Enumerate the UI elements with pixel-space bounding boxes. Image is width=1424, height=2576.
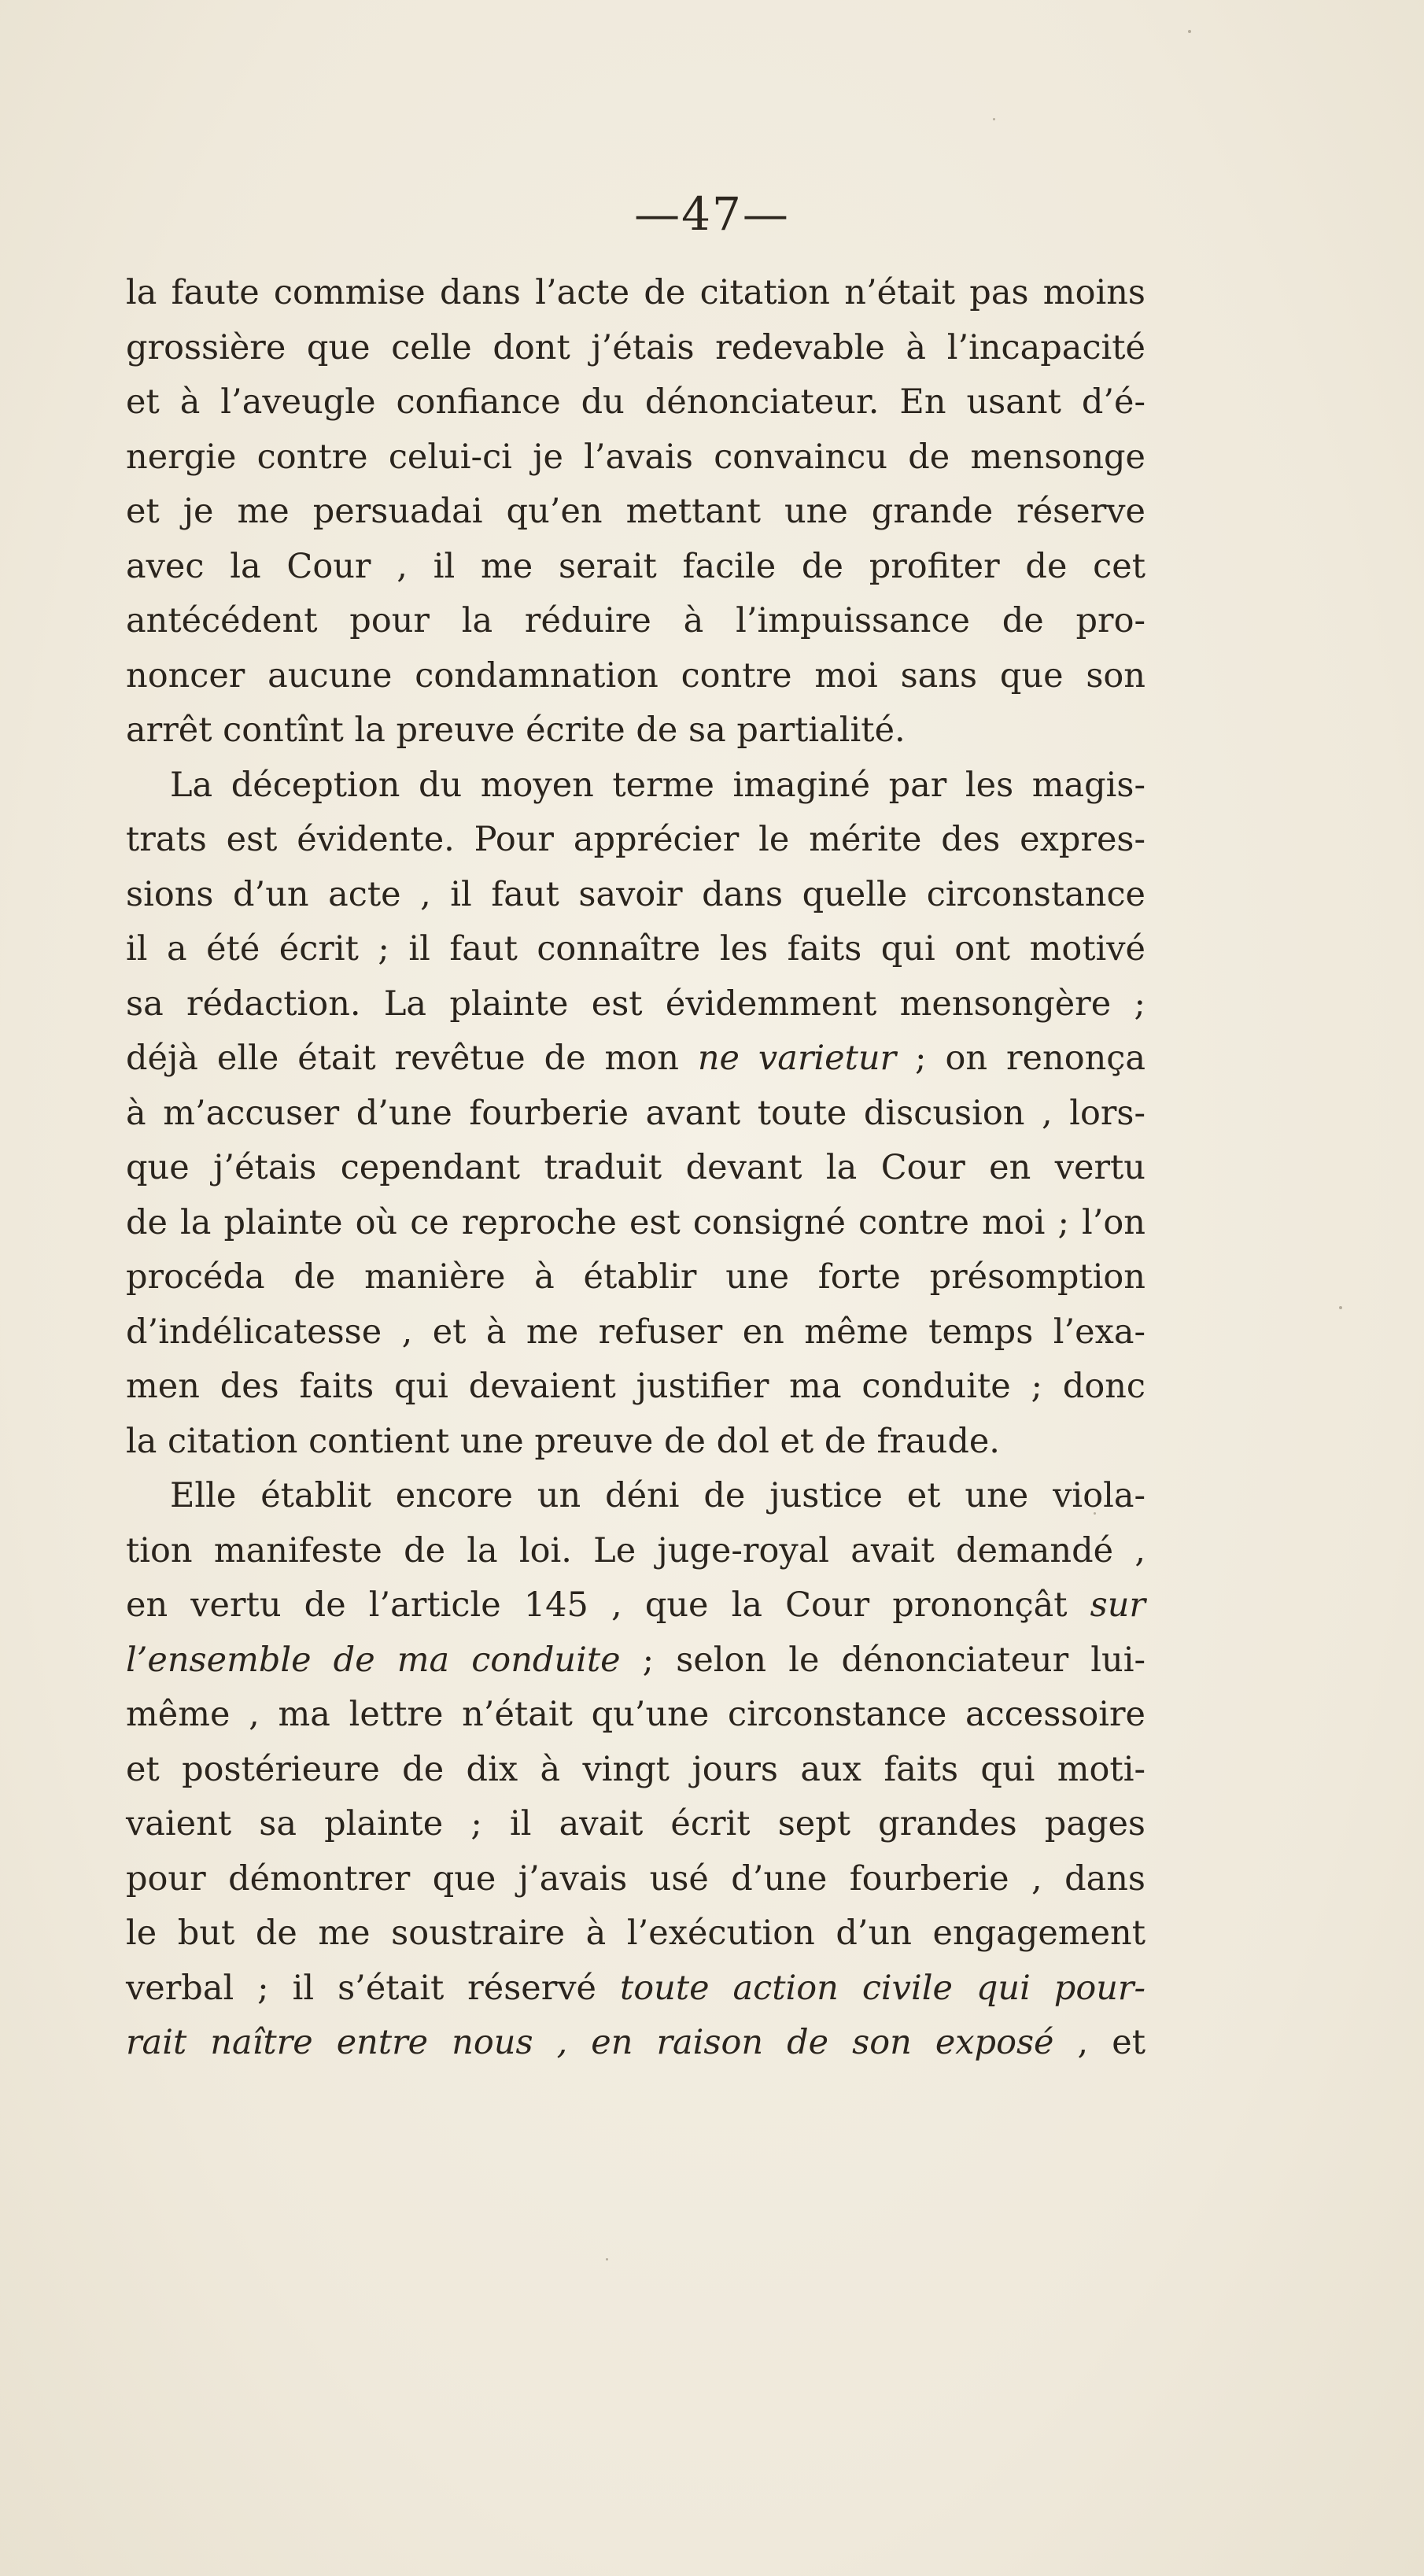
text-line-content: de la plainte où ce reproche est consigné contre moi ; l’on	[126, 1202, 1145, 1242]
paper-speck	[606, 2258, 608, 2260]
text-line	[126, 1852, 1145, 1907]
text-line	[126, 868, 1145, 923]
text-line	[126, 703, 1145, 758]
text-line-content: avec la Cour , il me serait facile de profiter de cet	[126, 546, 1145, 586]
text-line	[126, 2016, 1145, 2071]
text-line	[126, 430, 1145, 485]
text-line-content: , et	[1053, 2023, 1146, 2062]
text-line-content: antécédent pour la réduire à l’impuissance de pro-	[126, 601, 1145, 640]
text-line-content: la citation contient une preuve de dol et de fraude.	[126, 1421, 1000, 1461]
text-line	[126, 375, 1145, 430]
text-line-content: ; selon le dénonciateur lui-	[620, 1640, 1145, 1680]
text-line-content: Elle établit encore un déni de justice et une viola-	[170, 1476, 1145, 1515]
text-line	[126, 540, 1145, 595]
text-line-content: procéda de manière à établir une forte présomption	[126, 1257, 1145, 1297]
text-line	[126, 266, 1145, 321]
italic-phrase: l’ensemble de ma conduite	[126, 1640, 621, 1680]
text-line-content: nergie contre celui-ci je l’avais convaincu de mensonge	[126, 437, 1145, 477]
italic-phrase: ne varietur	[697, 1039, 897, 1078]
text-line-content: trats est évidente. Pour apprécier le mérite des expres-	[126, 820, 1145, 859]
text-line	[126, 758, 1145, 814]
text-line-content: et à l’aveugle confiance du dénonciateur. En usant d’é-	[126, 382, 1145, 422]
text-line	[126, 594, 1145, 649]
text-line	[126, 321, 1145, 376]
text-line	[126, 1032, 1145, 1087]
paper-speck	[1188, 30, 1191, 33]
text-line-content: ; on renonça	[896, 1039, 1145, 1078]
text-line	[126, 1415, 1145, 1470]
text-line	[126, 1250, 1145, 1305]
text-line	[126, 1633, 1145, 1688]
text-line-content: que j’étais cependant traduit devant la Cour en vertu	[126, 1148, 1145, 1187]
text-line	[126, 977, 1145, 1032]
text-line	[126, 922, 1145, 977]
text-line-content: sions d’un acte , il faut savoir dans quelle circonstance	[126, 874, 1145, 914]
text-line-content: sa rédaction. La plainte est évidemment mensongère ;	[126, 984, 1145, 1024]
text-line-content: il a été écrit ; il faut connaître les faits qui ont motivé	[126, 929, 1145, 969]
text-line	[126, 1743, 1145, 1798]
text-line-content: à m’accuser d’une fourberie avant toute discusion , lors-	[126, 1093, 1145, 1133]
text-line	[126, 1360, 1145, 1415]
text-line	[126, 1087, 1145, 1142]
text-line-content: vaient sa plainte ; il avait écrit sept grandes pages	[126, 1804, 1145, 1843]
text-line	[126, 1797, 1145, 1852]
text-line	[126, 1196, 1145, 1251]
text-line-content: et je me persuadai qu’en mettant une grande réserve	[126, 492, 1145, 531]
page-number: —47—	[634, 187, 790, 241]
text-line	[126, 813, 1145, 868]
text-line-content: La déception du moyen terme imaginé par les magis-	[170, 765, 1145, 805]
text-line	[126, 1906, 1145, 1962]
text-line	[126, 1688, 1145, 1743]
body-text	[126, 266, 1145, 2071]
text-line	[126, 1578, 1145, 1633]
text-line	[126, 1469, 1145, 1524]
text-line	[126, 649, 1145, 704]
text-line-content: verbal ; il s’était réservé	[126, 1968, 620, 2008]
text-line-content: la faute commise dans l’acte de citation n’était pas moins	[126, 273, 1145, 312]
text-line-content: et postérieure de dix à vingt jours aux faits qui moti-	[126, 1749, 1145, 1789]
text-line-content: noncer aucune condamnation contre moi sans que son	[126, 655, 1145, 696]
text-line-content: arrêt contînt la preuve écrite de sa partialité.	[126, 710, 906, 750]
paper-speck	[1339, 1306, 1342, 1309]
text-line-content: men des faits qui devaient justifier ma conduite ; donc	[126, 1367, 1145, 1406]
text-line-content: grossière que celle dont j’étais redevable à l’incapacité	[126, 327, 1145, 367]
text-line-content: d’indélicatesse , et à me refuser en même temps l’exa-	[126, 1312, 1145, 1352]
paper-speck	[993, 118, 995, 120]
italic-phrase: sur	[1090, 1585, 1145, 1625]
text-line	[126, 1524, 1145, 1579]
text-line-content: en vertu de l’article 145 , que la Cour prononçât	[126, 1585, 1090, 1625]
text-line	[126, 1962, 1145, 2017]
italic-phrase: toute action civile qui pour-	[619, 1968, 1145, 2008]
text-line-content: le but de me soustraire à l’exécution d’un engagement	[126, 1914, 1145, 1953]
text-line-content: pour démontrer que j’avais usé d’une fourberie , dans	[126, 1858, 1145, 1899]
text-line	[126, 1141, 1145, 1196]
text-line-content: même , ma lettre n’était qu’une circonstance accessoire	[126, 1695, 1145, 1734]
text-line-content: tion manifeste de la loi. Le juge-royal avait demandé ,	[126, 1530, 1145, 1570]
text-line	[126, 485, 1145, 540]
text-line	[126, 1305, 1145, 1360]
italic-phrase: rait naître entre nous , en raison de son exposé	[126, 2023, 1054, 2062]
text-line-content: déjà elle était revêtue de mon	[126, 1039, 698, 1078]
